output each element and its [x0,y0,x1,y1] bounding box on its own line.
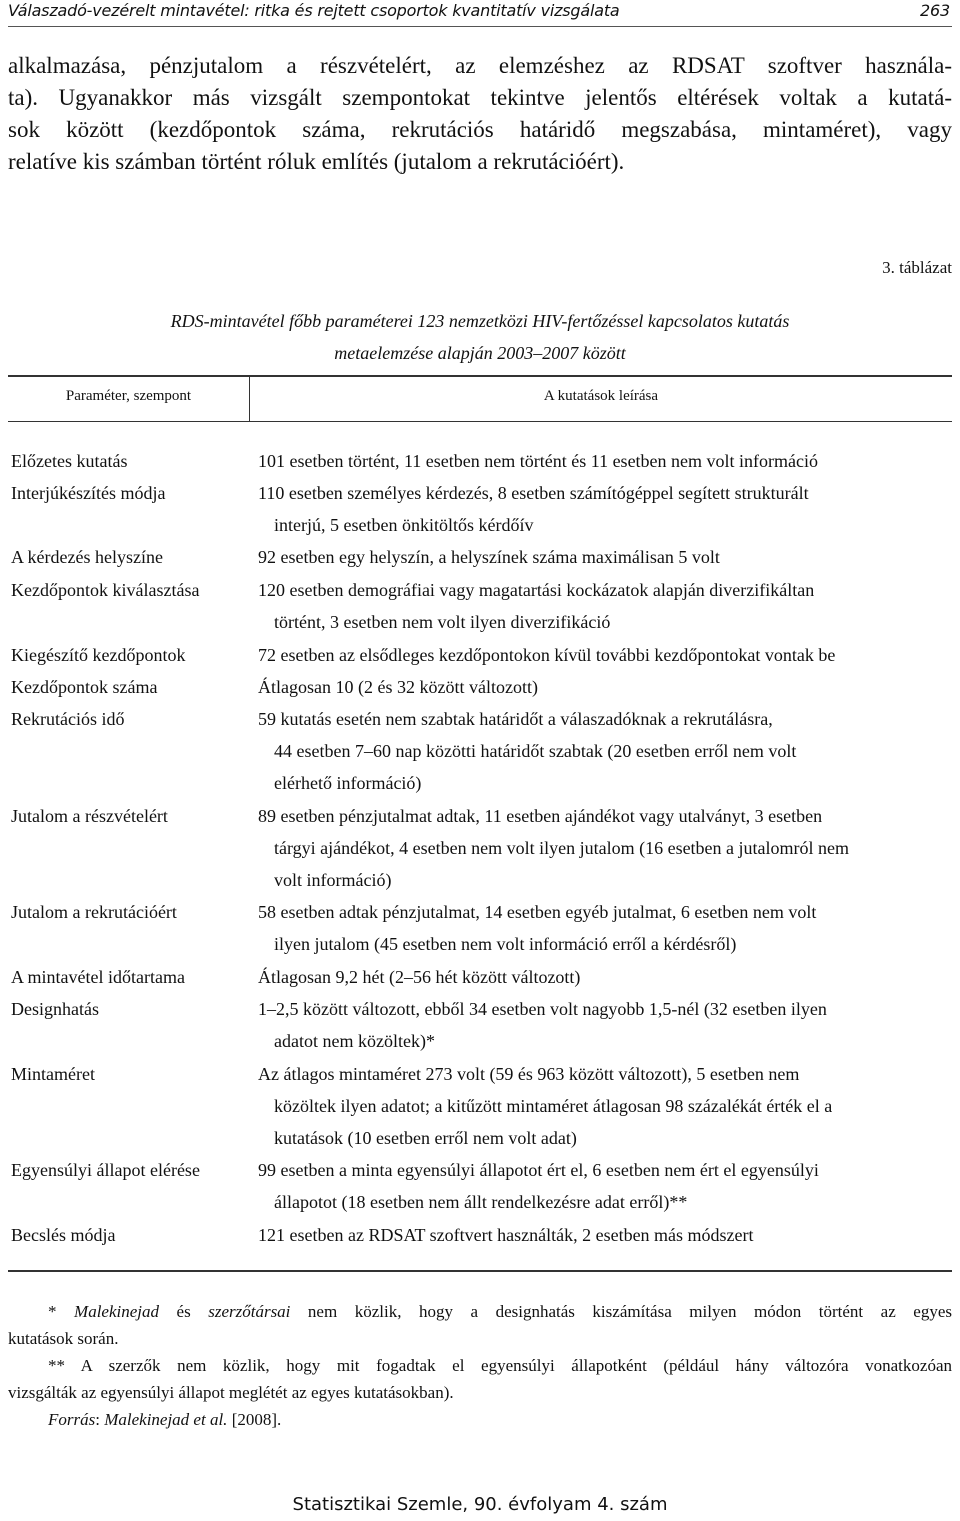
row-parameter: Designhatás [11,999,99,1019]
intro-line: ta). Ugyanakkor más vizsgált szempontokat tekintve jelentős eltérések voltak a kutatá- [8,85,952,110]
footnote-text: nem közlik, hogy a designhatás kiszámítása milyen módon történt az egyes [290,1302,952,1321]
footnote-marker: * [48,1302,75,1321]
source-line [8,1406,952,1433]
row-description [258,703,796,799]
column-header-description: A kutatások leírása [543,388,659,404]
row-description [258,961,580,993]
footnote-1 [8,1298,952,1325]
description-line: 89 esetben pénzjutalmat adtak, 11 esetben ajándékot vagy utalványt, 3 esetben [258,806,823,826]
description-line: kutatások (10 esetben erről nem volt adat) [274,1128,577,1148]
source-label: Forrás [48,1410,96,1429]
table-top-rule [8,375,952,377]
description-line: 58 esetben adtak pénzjutalmat, 14 esetben egyéb jutalmat, 6 esetben nem volt [258,902,817,922]
row-description [258,671,538,703]
table-caption-line: metaelemzése alapján 2003–2007 között [334,343,626,363]
row-description [258,896,816,960]
description-line: 92 esetben egy helyszín, a helyszínek száma maximálisan 5 volt [258,547,720,567]
intro-paragraph [8,50,952,178]
table-bottom-rule [8,1270,952,1272]
description-line: interjú, 5 esetben önkitöltős kérdőív [274,515,534,535]
row-description [258,639,835,671]
description-line: volt információ) [274,870,392,890]
table-number: 3. táblázat [882,258,952,277]
description-line: 110 esetben személyes kérdezés, 8 esetben számítógéppel segített strukturált [258,483,809,503]
running-head [8,0,952,27]
description-line: 59 kutatás esetén nem szabtak határidőt a válaszadóknak a rekrutálásra, [258,709,773,729]
description-line: tárgyi ajándékot, 4 esetben nem volt ilyen jutalom (16 esetben a jutalomról nem [274,838,850,858]
row-description [258,541,720,573]
footnote-text: és [159,1302,209,1321]
description-line: Az átlagos mintaméret 273 volt (59 és 963 között változott), 5 esetben nem [258,1064,800,1084]
footnote-author: Malekinejad [74,1302,159,1321]
row-parameter: Kezdőpontok száma [11,677,158,697]
row-parameter: Rekrutációs idő [11,709,125,729]
column-header-parameter: Paraméter, szempont [65,388,192,404]
footnote-2-cont: vizsgálták az egyensúlyi állapot meglétét az egyes kutatásokban). [8,1383,454,1402]
footnote-coauthors: szerzőtársai [208,1302,291,1321]
row-parameter: Kiegészítő kezdőpontok [11,645,186,665]
running-foot: Statisztikai Szemle, 90. évfolyam 4. szám [292,1494,668,1515]
row-description [258,1219,754,1251]
description-line: 99 esetben a minta egyensúlyi állapotot ért el, 6 esetben nem ért el egyensúlyi [258,1160,819,1180]
description-line: 44 esetben 7–60 nap közötti határidőt szabtak (20 esetben erről nem volt [274,741,797,761]
description-line: Átlagosan 9,2 hét (2–56 hét között változott) [258,967,581,987]
description-line: adatot nem közöltek)* [274,1031,435,1051]
description-line: 121 esetben az RDSAT szoftvert használták, 2 esetben más módszert [258,1225,754,1245]
description-line: 72 esetben az elsődleges kezdőpontokon kívül további kezdőpontokat vontak be [258,645,836,665]
page-number: 263 [920,1,950,20]
row-parameter: Jutalom a részvételért [11,806,168,826]
table-notes [8,1298,952,1433]
footnote-2: ** A szerzők nem közlik, hogy mit fogadtak el egyensúlyi állapotként (például hány változóra vonatkozóan [48,1356,952,1375]
description-line: elérhető információ) [274,773,422,793]
description-line: történt, 3 esetben nem volt ilyen diverzifikáció [274,612,611,632]
source-colon: : [95,1410,105,1429]
running-head-title: Válaszadó-vezérelt mintavétel: ritka és rejtett csoportok kvantitatív vizsgálata [8,1,620,20]
row-description [258,1058,832,1154]
description-line: 1–2,5 között változott, ebből 34 esetben volt nagyobb 1,5-nél (32 esetben ilyen [258,999,827,1019]
row-description [258,800,849,896]
row-description [258,445,818,477]
row-parameter: A mintavétel időtartama [11,967,185,987]
row-description [258,993,827,1057]
row-parameter: Egyensúlyi állapot elérése [11,1160,200,1180]
intro-line: sok között (kezdőpontok száma, rekrutációs határidő megszabása, mintaméret), vagy [8,117,952,142]
intro-line: alkalmazása, pénzjutalom a részvételért, az elemzéshez az RDSAT szoftver használa- [8,53,952,78]
row-parameter: Kezdőpontok kiválasztása [11,580,200,600]
table-header-rule [8,421,952,422]
row-description [258,574,814,638]
description-line: 101 esetben történt, 11 esetben nem történt és 11 esetben nem volt információ [258,451,819,471]
row-parameter: A kérdezés helyszíne [11,547,163,567]
footnote-1-cont: kutatások során. [8,1329,119,1348]
row-parameter: Mintaméret [11,1064,95,1084]
intro-line: relatíve kis számban történt róluk említés (jutalom a rekrutációért). [8,149,625,174]
description-line: 120 esetben demográfiai vagy magatartási kockázatok alapján diverzifikáltan [258,580,815,600]
row-parameter: Előzetes kutatás [11,451,128,471]
row-description [258,477,809,541]
row-parameter: Jutalom a rekrutációért [11,902,177,922]
description-line: állapotot (18 esetben nem állt rendelkezésre adat erről)** [274,1192,688,1212]
description-line: Átlagosan 10 (2 és 32 között változott) [258,677,538,697]
source-year: [2008]. [227,1410,282,1429]
table-caption [0,305,960,369]
row-parameter: Interjúkészítés módja [11,483,166,503]
source-author: Malekinejad et al. [104,1410,228,1429]
description-line: ilyen jutalom (45 esetben nem volt információ erről a kérdésről) [274,934,737,954]
row-description [258,1154,819,1218]
table-caption-line: RDS-mintavétel főbb paraméterei 123 nemzetközi HIV-fertőzéssel kapcsolatos kutatás [170,311,790,331]
row-parameter: Becslés módja [11,1225,116,1245]
description-line: közöltek ilyen adatot; a kitűzött mintaméret átlagosan 98 százalékát érték el a [274,1096,833,1116]
